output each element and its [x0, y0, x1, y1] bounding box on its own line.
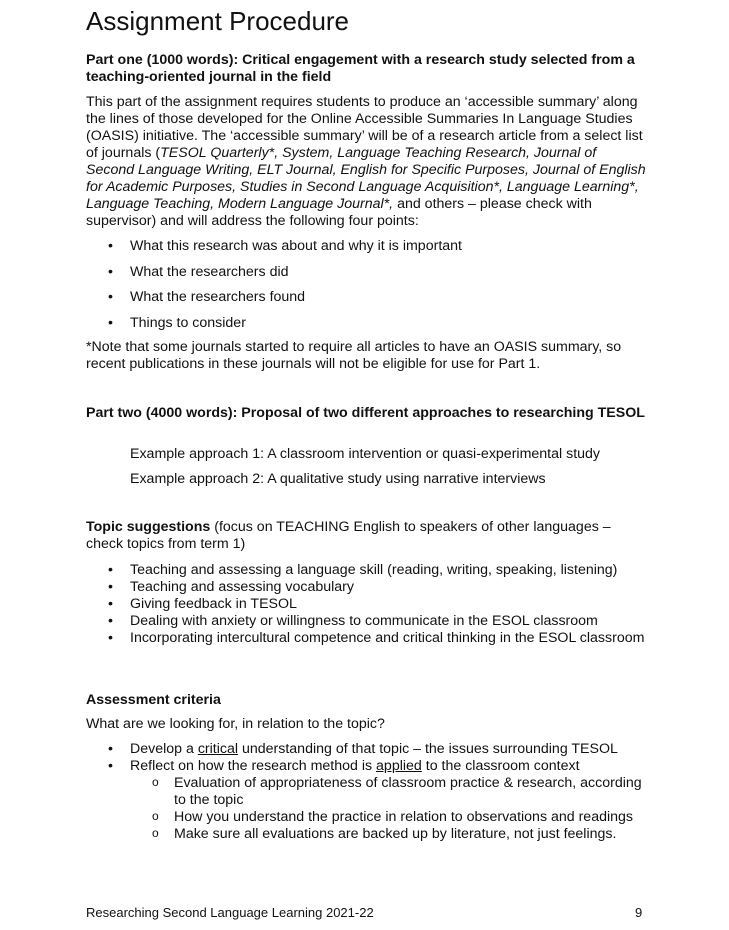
- list-item: • Giving feedback in TESOL: [108, 596, 297, 612]
- bullet-icon: •: [108, 238, 113, 254]
- intro-text-b: and others – please check with supervisor) and will address the following four points:: [86, 196, 592, 229]
- bullet-icon: •: [108, 741, 113, 757]
- criteria-heading: Assessment criteria: [86, 692, 221, 708]
- list-item: • Teaching and assessing vocabulary: [108, 579, 354, 595]
- list-item: • Incorporating intercultural competence and critical thinking in the ESOL classroom: [108, 630, 645, 646]
- list-item: • Reflect on how the research method is applied to the classroom context o Evaluation of appropriateness of classroom practice & research, according to the topic o How you understand the practice in relation to observations and readings o Make sure all evaluations are backed up by literature, not just feelings.: [86, 758, 646, 843]
- list-item: • What the researchers found: [108, 289, 306, 306]
- bullet-icon: •: [108, 314, 113, 331]
- list-item: • What the researchers did: [108, 263, 289, 280]
- bullet-icon: •: [108, 289, 113, 306]
- criteria-question: What are we looking for, in relation to the topic?: [86, 716, 385, 732]
- bullet-icon: •: [108, 562, 113, 578]
- list-item: • Teaching and assessing a language skill (reading, writing, speaking, listening): [108, 562, 618, 578]
- list-item: o Evaluation of appropriateness of classroom practice & research, according to the topic: [152, 775, 642, 808]
- criteria-sublist: [86, 775, 646, 843]
- topic-list: [86, 562, 646, 647]
- underlined-critical: critical: [197, 741, 239, 757]
- bullet-icon: •: [108, 579, 113, 595]
- part-one-intro: [86, 94, 646, 230]
- part-one-heading: Part one (1000 words): Critical engagement with a research study selected from a teaching-oriented journal in the field: [86, 52, 635, 85]
- bullet-icon: •: [108, 613, 113, 629]
- list-item: • What this research was about and why it is important: [108, 238, 462, 254]
- bullet-icon: •: [108, 596, 113, 612]
- list-item: • Dealing with anxiety or willingness to communicate in the ESOL classroom: [108, 613, 598, 629]
- bullet-icon: •: [108, 758, 113, 774]
- example-approach-1: Example approach 1: A classroom intervention or quasi-experimental study: [130, 446, 601, 462]
- topics-heading-rest: (focus on TEACHING English to speakers of other languages – check topics from term 1): [86, 519, 611, 552]
- bullet-icon: •: [108, 263, 113, 280]
- list-item: o Make sure all evaluations are backed up by literature, not just feelings.: [152, 826, 617, 842]
- bullet-icon: •: [108, 630, 113, 646]
- list-item: • Develop a critical understanding of that topic – the issues surrounding TESOL: [108, 741, 618, 757]
- part-one-note: *Note that some journals started to require all articles to have an OASIS summary, so recent publications in these journals will not be eligible for use for Part 1.: [86, 339, 622, 372]
- footer-course: Researching Second Language Learning 2021-22: [86, 905, 374, 920]
- circle-bullet-icon: o: [152, 826, 159, 840]
- intro-text-a: This part of the assignment requires students to produce an ‘accessible summary’ along the lines of those developed for the Online Accessible Summaries In Language Studies (OASIS) initiative. The ‘accessible summary’ will be of a research article from a select list of journals (: [86, 94, 643, 161]
- topics-heading: [86, 519, 646, 553]
- circle-bullet-icon: o: [152, 809, 159, 823]
- topics-heading-bold: Topic suggestions: [86, 519, 211, 535]
- criteria-list: [86, 741, 646, 843]
- part-one-points: [86, 238, 646, 340]
- example-approach-2: Example approach 2: A qualitative study using narrative interviews: [130, 471, 546, 487]
- list-item: • Things to consider: [108, 314, 246, 331]
- part-two-heading: Part two (4000 words): Proposal of two different approaches to researching TESOL: [86, 405, 645, 421]
- underlined-applied: applied: [376, 758, 422, 774]
- list-item: o How you understand the practice in relation to observations and readings: [152, 809, 634, 825]
- journal-list: TESOL Quarterly*, System, Language Teaching Research, Journal of Second Language Writing, ELT Journal, English for Specific Purposes, Journal of English for Academic Purposes, Studies in Second Language Acquisition*, Language Learning*, Language Teaching, Modern Language Journal*,: [86, 145, 646, 212]
- footer-page-number: 9: [635, 905, 643, 920]
- page-title: Assignment Procedure: [86, 6, 350, 36]
- circle-bullet-icon: o: [152, 775, 159, 789]
